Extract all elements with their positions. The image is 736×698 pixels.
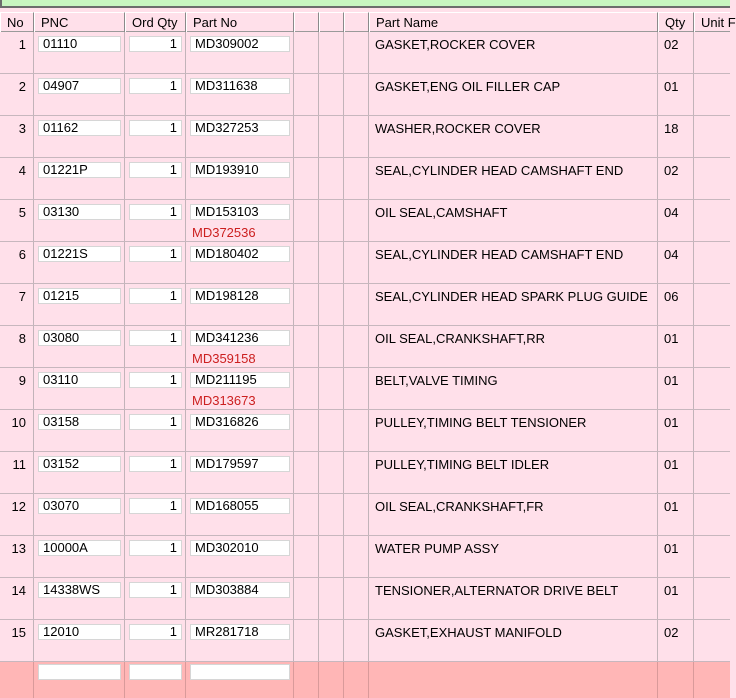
new-row-pnc-input[interactable] xyxy=(38,664,121,680)
blank-cell-1 xyxy=(294,620,319,661)
no-cell xyxy=(0,410,34,451)
row-number: 1 xyxy=(18,37,26,52)
blank-cell-3 xyxy=(344,32,369,73)
pnc-cell xyxy=(34,326,125,367)
ord-qty-input[interactable]: 1 xyxy=(129,204,182,220)
qty-value: 01 xyxy=(664,583,679,598)
blank-cell-3 xyxy=(344,242,369,283)
qty-cell xyxy=(658,620,694,661)
table-row[interactable] xyxy=(0,410,730,452)
blank-cell-3 xyxy=(344,578,369,619)
blank-cell-2 xyxy=(319,494,344,535)
blank-cell-1 xyxy=(294,74,319,115)
no-cell xyxy=(0,578,34,619)
blank-cell-1 xyxy=(294,368,319,409)
part-name-cell xyxy=(369,32,658,73)
column-header-part-name[interactable]: Part Name xyxy=(369,12,658,32)
ord-qty-cell xyxy=(125,368,186,409)
part-name: SEAL,CYLINDER HEAD SPARK PLUG GUIDE xyxy=(375,289,648,304)
ord-qty-cell xyxy=(125,578,186,619)
ord-qty-cell xyxy=(125,116,186,157)
pnc-input[interactable]: 12010 xyxy=(38,624,121,640)
qty-cell xyxy=(658,116,694,157)
new-row-no-cell xyxy=(0,662,34,698)
column-header-blank-2[interactable] xyxy=(319,12,344,32)
no-cell xyxy=(0,284,34,325)
blank-cell-1 xyxy=(294,32,319,73)
pnc-input[interactable]: 01162 xyxy=(38,120,121,136)
part-name: SEAL,CYLINDER HEAD CAMSHAFT END xyxy=(375,247,624,262)
qty-cell xyxy=(658,536,694,577)
qty-value: 06 xyxy=(664,289,679,304)
qty-value: 01 xyxy=(664,79,679,94)
table-header xyxy=(0,12,736,32)
pnc-cell xyxy=(34,452,125,493)
qty-value: 02 xyxy=(664,37,679,52)
blank-cell-2 xyxy=(319,32,344,73)
table-row[interactable] xyxy=(0,494,730,536)
new-row-qty-cell xyxy=(658,662,694,698)
column-header-blank-3[interactable] xyxy=(344,12,369,32)
part-name: GASKET,ENG OIL FILLER CAP xyxy=(375,79,561,94)
pnc-cell xyxy=(34,158,125,199)
part-name: GASKET,ROCKER COVER xyxy=(375,37,536,52)
qty-value: 01 xyxy=(664,331,679,346)
row-number: 10 xyxy=(11,415,26,430)
no-cell xyxy=(0,326,34,367)
pnc-input[interactable]: 01215 xyxy=(38,288,121,304)
part-name: SEAL,CYLINDER HEAD CAMSHAFT END xyxy=(375,163,624,178)
ord-qty-cell xyxy=(125,536,186,577)
part-no-input[interactable]: MD179597 xyxy=(190,456,290,472)
ord-qty-cell xyxy=(125,200,186,241)
blank-cell-1 xyxy=(294,242,319,283)
pnc-input[interactable]: 03152 xyxy=(38,456,121,472)
new-row-blank-cell-3 xyxy=(344,662,369,698)
no-cell xyxy=(0,620,34,661)
qty-cell xyxy=(658,74,694,115)
pnc-input[interactable]: 04907 xyxy=(38,78,121,94)
blank-cell-3 xyxy=(344,200,369,241)
unit-price-cell xyxy=(694,536,730,577)
ord-qty-cell xyxy=(125,410,186,451)
unit-price-cell xyxy=(694,32,730,73)
no-cell xyxy=(0,74,34,115)
part-name-cell xyxy=(369,578,658,619)
part-no-input[interactable]: MD316826 xyxy=(190,414,290,430)
pnc-input[interactable]: 10000A xyxy=(38,540,121,556)
row-number: 12 xyxy=(11,499,26,514)
table-row[interactable] xyxy=(0,452,730,494)
part-no-cell xyxy=(186,368,294,409)
pnc-input[interactable]: 03080 xyxy=(38,330,121,346)
part-no-input[interactable]: MD198128 xyxy=(190,288,290,304)
new-row-blank-cell-1 xyxy=(294,662,319,698)
blank-cell-2 xyxy=(319,74,344,115)
table-row[interactable] xyxy=(0,368,730,410)
blank-cell-2 xyxy=(319,620,344,661)
pnc-input[interactable]: 03110 xyxy=(38,372,121,388)
table-row[interactable] xyxy=(0,32,730,74)
part-no-cell xyxy=(186,158,294,199)
part-name-cell xyxy=(369,326,658,367)
ord-qty-input[interactable]: 1 xyxy=(129,624,182,640)
new-row-part-name-cell xyxy=(369,662,658,698)
no-cell xyxy=(0,200,34,241)
blank-cell-1 xyxy=(294,494,319,535)
blank-cell-3 xyxy=(344,410,369,451)
part-no-input[interactable]: MD311638 xyxy=(190,78,290,94)
ord-qty-input[interactable]: 1 xyxy=(129,582,182,598)
column-header-ord-qty[interactable]: Ord Qty xyxy=(125,12,186,32)
ord-qty-input[interactable]: 1 xyxy=(129,162,182,178)
no-cell xyxy=(0,494,34,535)
unit-price-cell xyxy=(694,452,730,493)
blank-cell-3 xyxy=(344,536,369,577)
blank-cell-2 xyxy=(319,116,344,157)
qty-cell xyxy=(658,32,694,73)
new-row-blank-cell-2 xyxy=(319,662,344,698)
column-header-no[interactable]: No xyxy=(0,12,34,32)
pnc-input[interactable]: 01221S xyxy=(38,246,121,262)
unit-price-cell xyxy=(694,158,730,199)
blank-cell-3 xyxy=(344,326,369,367)
new-row-part-no-input[interactable] xyxy=(190,664,290,680)
ord-qty-cell xyxy=(125,158,186,199)
table-row[interactable] xyxy=(0,158,730,200)
blank-cell-1 xyxy=(294,578,319,619)
blank-cell-2 xyxy=(319,410,344,451)
new-row-unit-price-cell xyxy=(694,662,730,698)
no-cell xyxy=(0,116,34,157)
ord-qty-cell xyxy=(125,32,186,73)
part-no-cell xyxy=(186,242,294,283)
part-name-cell xyxy=(369,368,658,409)
table-row[interactable] xyxy=(0,284,730,326)
ord-qty-input[interactable]: 1 xyxy=(129,288,182,304)
part-name: PULLEY,TIMING BELT IDLER xyxy=(375,457,550,472)
qty-cell xyxy=(658,158,694,199)
row-number: 7 xyxy=(18,289,26,304)
part-no-cell xyxy=(186,452,294,493)
part-name-cell xyxy=(369,200,658,241)
part-no-input[interactable]: MD302010 xyxy=(190,540,290,556)
qty-value: 04 xyxy=(664,247,679,262)
qty-value: 02 xyxy=(664,625,679,640)
part-name-cell xyxy=(369,74,658,115)
part-no-cell xyxy=(186,200,294,241)
blank-cell-1 xyxy=(294,284,319,325)
part-name-cell xyxy=(369,536,658,577)
pnc-input[interactable]: 01110 xyxy=(38,36,121,52)
blank-cell-1 xyxy=(294,410,319,451)
pnc-input[interactable]: 14338WS xyxy=(38,582,121,598)
qty-cell xyxy=(658,242,694,283)
ord-qty-cell xyxy=(125,452,186,493)
ord-qty-input[interactable]: 1 xyxy=(129,540,182,556)
part-name: BELT,VALVE TIMING xyxy=(375,373,498,388)
ord-qty-input[interactable]: 1 xyxy=(129,414,182,430)
blank-cell-2 xyxy=(319,242,344,283)
pnc-cell xyxy=(34,242,125,283)
qty-value: 01 xyxy=(664,457,679,472)
alt-part-no[interactable]: MD359158 xyxy=(192,351,256,366)
alt-part-no[interactable]: MD372536 xyxy=(192,225,256,240)
part-no-input[interactable]: MD303884 xyxy=(190,582,290,598)
part-name-cell xyxy=(369,242,658,283)
new-row-ord-qty-input[interactable] xyxy=(129,664,182,680)
pnc-input[interactable]: 01221P xyxy=(38,162,121,178)
row-number: 13 xyxy=(11,541,26,556)
table-row[interactable] xyxy=(0,326,730,368)
column-header-pnc[interactable]: PNC xyxy=(34,12,125,32)
part-no-input[interactable]: MR281718 xyxy=(190,624,290,640)
ord-qty-input[interactable]: 1 xyxy=(129,498,182,514)
part-name: GASKET,EXHAUST MANIFOLD xyxy=(375,625,562,640)
row-number: 8 xyxy=(18,331,26,346)
qty-value: 01 xyxy=(664,373,679,388)
blank-cell-2 xyxy=(319,368,344,409)
ord-qty-input[interactable]: 1 xyxy=(129,330,182,346)
part-no-cell xyxy=(186,578,294,619)
ord-qty-input[interactable]: 1 xyxy=(129,372,182,388)
row-number: 5 xyxy=(18,205,26,220)
blank-cell-3 xyxy=(344,116,369,157)
blank-cell-2 xyxy=(319,284,344,325)
qty-value: 01 xyxy=(664,415,679,430)
column-header-qty[interactable]: Qty xyxy=(658,12,694,32)
row-number: 3 xyxy=(18,121,26,136)
part-name-cell xyxy=(369,452,658,493)
part-no-input[interactable]: MD168055 xyxy=(190,498,290,514)
unit-price-cell xyxy=(694,116,730,157)
pnc-cell xyxy=(34,620,125,661)
unit-price-cell xyxy=(694,74,730,115)
ord-qty-cell xyxy=(125,242,186,283)
table-row[interactable] xyxy=(0,74,730,116)
part-no-input[interactable]: MD193910 xyxy=(190,162,290,178)
qty-value: 02 xyxy=(664,163,679,178)
qty-cell xyxy=(658,284,694,325)
blank-cell-2 xyxy=(319,536,344,577)
no-cell xyxy=(0,368,34,409)
no-cell xyxy=(0,242,34,283)
part-no-input[interactable]: MD309002 xyxy=(190,36,290,52)
part-name: OIL SEAL,CRANKSHAFT,RR xyxy=(375,331,546,346)
part-no-cell xyxy=(186,74,294,115)
part-name-cell xyxy=(369,620,658,661)
qty-cell xyxy=(658,326,694,367)
part-no-cell xyxy=(186,410,294,451)
table-row[interactable] xyxy=(0,620,730,662)
unit-price-cell xyxy=(694,326,730,367)
part-no-input[interactable]: MD180402 xyxy=(190,246,290,262)
pnc-cell xyxy=(34,536,125,577)
blank-cell-3 xyxy=(344,368,369,409)
blank-cell-3 xyxy=(344,494,369,535)
part-name: WASHER,ROCKER COVER xyxy=(375,121,541,136)
blank-cell-1 xyxy=(294,452,319,493)
unit-price-cell xyxy=(694,200,730,241)
pnc-cell xyxy=(34,284,125,325)
part-no-input[interactable]: MD327253 xyxy=(190,120,290,136)
qty-value: 04 xyxy=(664,205,679,220)
unit-price-cell xyxy=(694,494,730,535)
row-number: 11 xyxy=(12,457,26,472)
qty-cell xyxy=(658,410,694,451)
part-no-input[interactable]: MD341236 xyxy=(190,330,290,346)
ord-qty-cell xyxy=(125,326,186,367)
qty-cell xyxy=(658,494,694,535)
blank-cell-2 xyxy=(319,452,344,493)
blank-cell-1 xyxy=(294,116,319,157)
part-name-cell xyxy=(369,158,658,199)
qty-value: 01 xyxy=(664,541,679,556)
qty-cell xyxy=(658,452,694,493)
unit-price-cell xyxy=(694,578,730,619)
part-no-cell xyxy=(186,494,294,535)
blank-cell-2 xyxy=(319,158,344,199)
blank-cell-1 xyxy=(294,326,319,367)
blank-cell-3 xyxy=(344,74,369,115)
unit-price-cell xyxy=(694,410,730,451)
blank-cell-2 xyxy=(319,200,344,241)
qty-value: 01 xyxy=(664,499,679,514)
pnc-input[interactable]: 03158 xyxy=(38,414,121,430)
table-row[interactable] xyxy=(0,578,730,620)
table-row[interactable] xyxy=(0,242,730,284)
unit-price-cell xyxy=(694,242,730,283)
top-bar xyxy=(0,0,730,8)
part-name: OIL SEAL,CRANKSHAFT,FR xyxy=(375,499,544,514)
ord-qty-cell xyxy=(125,284,186,325)
part-no-cell xyxy=(186,326,294,367)
qty-cell xyxy=(658,578,694,619)
qty-value: 18 xyxy=(664,121,679,136)
blank-cell-3 xyxy=(344,284,369,325)
new-row-pnc-cell xyxy=(34,662,125,698)
part-name-cell xyxy=(369,494,658,535)
ord-qty-input[interactable]: 1 xyxy=(129,120,182,136)
no-cell xyxy=(0,452,34,493)
pnc-cell xyxy=(34,74,125,115)
alt-part-no[interactable]: MD313673 xyxy=(192,393,256,408)
unit-price-cell xyxy=(694,620,730,661)
unit-price-cell xyxy=(694,284,730,325)
pnc-cell xyxy=(34,494,125,535)
pnc-cell xyxy=(34,368,125,409)
part-no-input[interactable]: MD153103 xyxy=(190,204,290,220)
ord-qty-cell xyxy=(125,74,186,115)
ord-qty-input[interactable]: 1 xyxy=(129,246,182,262)
row-number: 14 xyxy=(11,583,26,598)
row-number: 9 xyxy=(18,373,26,388)
ord-qty-input[interactable]: 1 xyxy=(129,456,182,472)
ord-qty-cell xyxy=(125,620,186,661)
column-header-blank-1[interactable] xyxy=(294,12,319,32)
pnc-cell xyxy=(34,578,125,619)
pnc-input[interactable]: 03070 xyxy=(38,498,121,514)
part-no-cell xyxy=(186,32,294,73)
top-bar-edge xyxy=(0,0,2,8)
no-cell xyxy=(0,32,34,73)
new-row-part-no-cell xyxy=(186,662,294,698)
pnc-cell xyxy=(34,32,125,73)
pnc-cell xyxy=(34,200,125,241)
blank-cell-1 xyxy=(294,200,319,241)
row-number: 15 xyxy=(11,625,26,640)
no-cell xyxy=(0,536,34,577)
table-row[interactable] xyxy=(0,536,730,578)
part-no-input[interactable]: MD211195 xyxy=(190,372,290,388)
row-number: 4 xyxy=(18,163,26,178)
part-no-cell xyxy=(186,284,294,325)
blank-cell-2 xyxy=(319,326,344,367)
blank-cell-2 xyxy=(319,578,344,619)
blank-cell-1 xyxy=(294,536,319,577)
part-name: WATER PUMP ASSY xyxy=(375,541,500,556)
part-name: PULLEY,TIMING BELT TENSIONER xyxy=(375,415,587,430)
new-entry-row xyxy=(0,662,730,698)
pnc-cell xyxy=(34,116,125,157)
part-no-cell xyxy=(186,116,294,157)
blank-cell-3 xyxy=(344,620,369,661)
blank-cell-1 xyxy=(294,158,319,199)
ord-qty-input[interactable]: 1 xyxy=(129,78,182,94)
blank-cell-3 xyxy=(344,158,369,199)
qty-cell xyxy=(658,368,694,409)
row-number: 6 xyxy=(18,247,26,262)
pnc-cell xyxy=(34,410,125,451)
unit-price-cell xyxy=(694,368,730,409)
part-no-cell xyxy=(186,536,294,577)
table-row[interactable] xyxy=(0,200,730,242)
blank-cell-3 xyxy=(344,452,369,493)
part-name: OIL SEAL,CAMSHAFT xyxy=(375,205,508,220)
part-name: TENSIONER,ALTERNATOR DRIVE BELT xyxy=(375,583,619,598)
qty-cell xyxy=(658,200,694,241)
pnc-input[interactable]: 03130 xyxy=(38,204,121,220)
part-name-cell xyxy=(369,410,658,451)
no-cell xyxy=(0,158,34,199)
ord-qty-input[interactable]: 1 xyxy=(129,36,182,52)
column-header-unit-price[interactable]: Unit F xyxy=(694,12,730,32)
table-row[interactable] xyxy=(0,116,730,158)
part-name-cell xyxy=(369,284,658,325)
part-name-cell xyxy=(369,116,658,157)
row-number: 2 xyxy=(18,79,26,94)
part-no-cell xyxy=(186,620,294,661)
column-header-part-no[interactable]: Part No xyxy=(186,12,294,32)
new-row-ord-qty-cell xyxy=(125,662,186,698)
ord-qty-cell xyxy=(125,494,186,535)
